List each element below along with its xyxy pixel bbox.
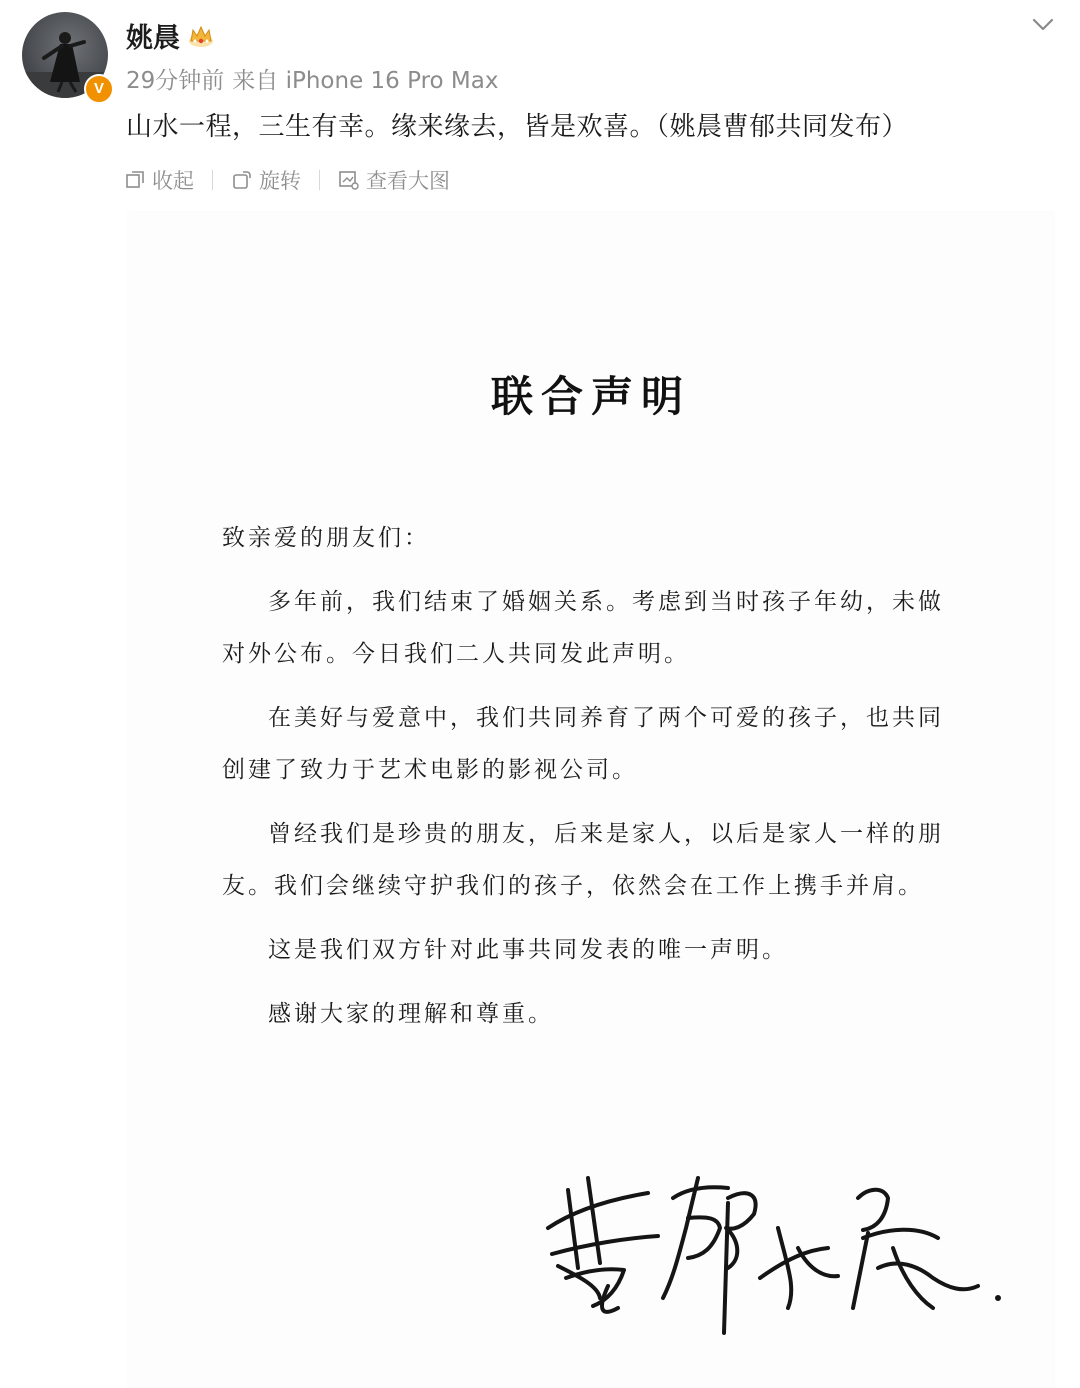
statement-paragraph: 感谢大家的理解和尊重。: [268, 1001, 554, 1027]
statement-image[interactable]: [128, 212, 1054, 1388]
post-source: 来自 iPhone 16 Pro Max: [232, 68, 499, 94]
rotate-icon: [231, 169, 253, 191]
statement-paragraph: 在美好与爱意中，我们共同养育了两个可爱的孩子，也共同创建了致力于艺术电影的影视公司。: [222, 705, 944, 783]
crown-icon: [186, 21, 216, 51]
post-text: 山水一程，三生有幸。缘来缘去，皆是欢喜。（姚晨曹郁共同发布）: [126, 112, 909, 142]
avatar[interactable]: [22, 12, 108, 98]
statement-paragraph: 曾经我们是珍贵的朋友，后来是家人，以后是家人一样的朋友。我们会继续守护我们的孩子，依然会在工作上携手并肩。: [222, 821, 944, 899]
statement-paragraph: 这是我们双方针对此事共同发表的唯一声明。: [268, 937, 788, 963]
image-toolbar: [124, 164, 450, 196]
chevron-down-icon[interactable]: [1030, 12, 1056, 38]
collapse-icon: [124, 169, 146, 191]
username[interactable]: [126, 16, 216, 55]
statement-paragraph: 多年前，我们结束了婚姻关系。考虑到当时孩子年幼，未做对外公布。今日我们二人共同发此声明。: [222, 589, 944, 667]
statement-title: 联合声明: [490, 372, 691, 421]
post-time: 29分钟前: [126, 68, 225, 94]
rotate-button[interactable]: [231, 165, 301, 195]
collapse-button[interactable]: [124, 165, 194, 195]
statement-greeting: 致亲爱的朋友们：: [222, 525, 430, 551]
username-text[interactable]: 姚晨: [126, 23, 180, 54]
view-large-button[interactable]: [338, 165, 450, 195]
verified-badge-icon: V: [84, 74, 114, 104]
statement-body: [222, 512, 952, 1052]
toolbar-divider: [212, 170, 213, 190]
post-meta: [126, 62, 498, 95]
collapse-label: 收起: [152, 169, 194, 193]
view-large-icon: [338, 169, 360, 191]
toolbar-divider: [319, 170, 320, 190]
view-large-label: 查看大图: [366, 169, 450, 193]
handwritten-signature: [538, 1158, 1008, 1348]
rotate-label: 旋转: [259, 169, 301, 193]
